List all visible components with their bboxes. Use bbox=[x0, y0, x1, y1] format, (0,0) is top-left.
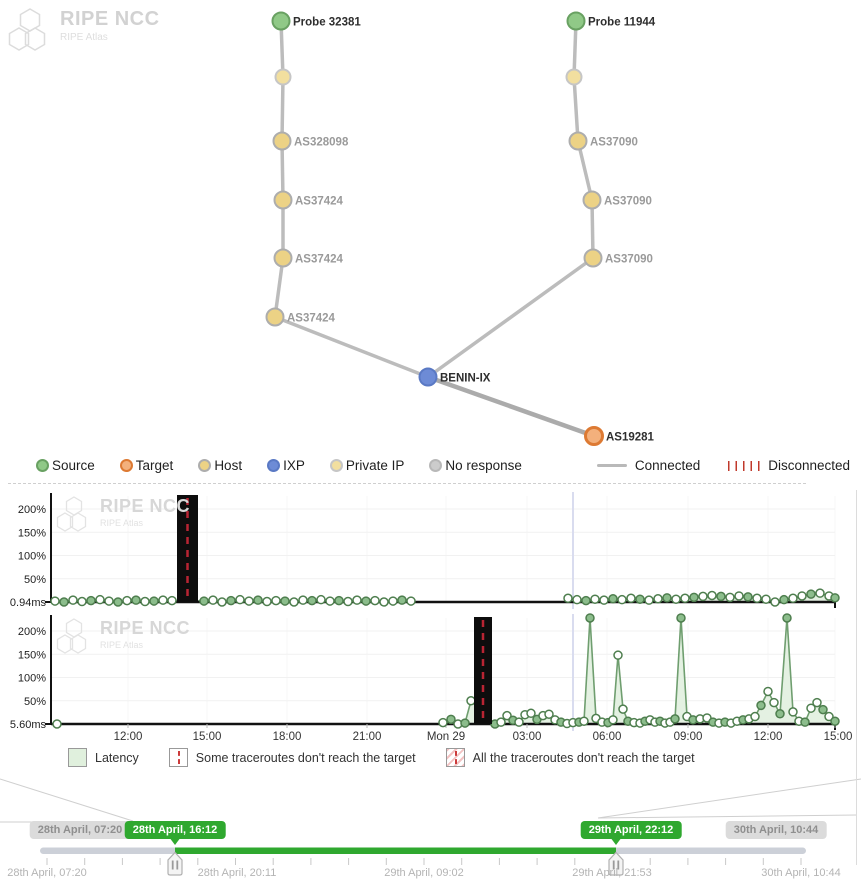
x-tick-label: 15:00 bbox=[823, 731, 853, 743]
graph-node-as37090[interactable] bbox=[584, 192, 601, 209]
x-tick-label: Mon 29 bbox=[426, 731, 466, 743]
data-point[interactable] bbox=[636, 595, 644, 603]
dashed-separator bbox=[8, 483, 806, 484]
selected-time-pill: 29th April, 22:12 bbox=[581, 821, 682, 839]
data-point[interactable] bbox=[654, 595, 662, 603]
y-tick-label: 50% bbox=[23, 695, 46, 708]
graph-node-label: AS37090 bbox=[590, 136, 638, 149]
data-point[interactable] bbox=[263, 598, 271, 606]
node-legend bbox=[36, 458, 861, 473]
graph-node-label: AS37424 bbox=[295, 253, 343, 266]
legend-label: Host bbox=[214, 458, 243, 473]
graph-node-label: AS37090 bbox=[605, 253, 653, 266]
latency-chart-probe-11944[interactable] bbox=[0, 612, 861, 736]
timeline-tick-label: 29th April, 21:53 bbox=[572, 867, 652, 879]
data-point[interactable] bbox=[515, 718, 523, 726]
data-point[interactable] bbox=[380, 598, 388, 606]
legend-label: Connected bbox=[634, 458, 701, 473]
data-point[interactable] bbox=[681, 594, 689, 602]
timeline-tick-label: 29th April, 09:02 bbox=[384, 867, 464, 879]
legend-item-disconnected bbox=[728, 458, 850, 473]
data-point[interactable] bbox=[780, 596, 788, 604]
data-point[interactable] bbox=[326, 597, 334, 605]
graph-node-label: Probe 11944 bbox=[588, 16, 656, 29]
data-point[interactable] bbox=[344, 598, 352, 606]
x-tick-label: 12:00 bbox=[753, 731, 783, 743]
data-point[interactable] bbox=[236, 596, 244, 604]
legend-host-swatch bbox=[198, 459, 211, 472]
data-point[interactable] bbox=[816, 589, 824, 597]
legend-item-target bbox=[120, 458, 174, 473]
graph-node-label: Probe 32381 bbox=[293, 16, 361, 29]
chart-legend-item-all bbox=[446, 748, 695, 767]
data-point[interactable] bbox=[281, 597, 289, 605]
legend-item-ixp bbox=[267, 458, 305, 473]
watermark-name: RIPE NCC bbox=[100, 618, 191, 638]
data-point[interactable] bbox=[564, 594, 572, 602]
data-point[interactable] bbox=[671, 715, 679, 723]
data-point[interactable] bbox=[200, 597, 208, 605]
data-point[interactable] bbox=[614, 651, 622, 659]
timeline-tick-label: 28th April, 20:11 bbox=[197, 867, 277, 879]
range-limit-pill: 30th April, 10:44 bbox=[726, 821, 827, 839]
graph-edge bbox=[574, 77, 578, 141]
timeline-tick-label: 28th April, 07:20 bbox=[7, 867, 87, 879]
latency-chart-probe-32381[interactable] bbox=[0, 490, 861, 614]
data-point[interactable] bbox=[582, 597, 590, 605]
baseline-min-latency-label: 0.94ms bbox=[9, 597, 46, 609]
data-point[interactable] bbox=[353, 596, 361, 604]
data-point[interactable] bbox=[389, 597, 397, 605]
data-point[interactable] bbox=[753, 594, 761, 602]
x-tick-label: 12:00 bbox=[113, 731, 143, 743]
graph-node-label: AS328098 bbox=[294, 136, 349, 149]
data-point[interactable] bbox=[771, 598, 779, 606]
data-point[interactable] bbox=[677, 614, 685, 622]
data-point[interactable] bbox=[78, 598, 86, 606]
watermark-sub: RIPE Atlas bbox=[100, 640, 144, 650]
data-point[interactable] bbox=[672, 595, 680, 603]
data-point[interactable] bbox=[123, 597, 131, 605]
x-tick-label: 09:00 bbox=[673, 731, 703, 743]
legend-label: No response bbox=[445, 458, 522, 473]
data-point[interactable] bbox=[51, 597, 59, 605]
data-point[interactable] bbox=[497, 718, 505, 726]
data-point[interactable] bbox=[209, 596, 217, 604]
data-point[interactable] bbox=[168, 597, 176, 605]
data-point[interactable] bbox=[96, 596, 104, 604]
graph-node-probe-11944[interactable] bbox=[568, 13, 585, 30]
graph-node-private[interactable] bbox=[567, 70, 582, 85]
data-point[interactable] bbox=[770, 699, 778, 707]
chart-legend-label: Latency bbox=[95, 750, 139, 765]
brand-name: RIPE NCC bbox=[60, 8, 160, 30]
chart-legend-label: Some traceroutes don't reach the target bbox=[195, 750, 416, 765]
timeline-axis-labels bbox=[0, 867, 861, 881]
y-tick-label: 150% bbox=[17, 649, 46, 662]
data-point[interactable] bbox=[69, 596, 77, 604]
data-point[interactable] bbox=[141, 598, 149, 606]
graph-node-label: AS37090 bbox=[604, 195, 652, 208]
chart-legend-some-swatch bbox=[169, 748, 188, 767]
legend-item-noresponse bbox=[429, 458, 522, 473]
legend-noresponse-swatch bbox=[429, 459, 442, 472]
data-point[interactable] bbox=[801, 718, 809, 726]
legend-item-connected bbox=[597, 458, 700, 473]
data-point[interactable] bbox=[227, 597, 235, 605]
graph-node-label: AS19281 bbox=[606, 431, 654, 444]
legend-label: Target bbox=[135, 458, 174, 473]
data-point[interactable] bbox=[150, 597, 158, 605]
time-axis bbox=[0, 731, 861, 746]
slider-selected-range[interactable] bbox=[175, 848, 616, 855]
baseline-min-latency-label: 5.60ms bbox=[9, 719, 46, 731]
data-point[interactable] bbox=[619, 705, 627, 713]
data-point[interactable] bbox=[609, 595, 617, 603]
graph-edge bbox=[282, 77, 283, 141]
red-dash-icon bbox=[178, 751, 180, 764]
chart-legend-latency-swatch bbox=[68, 748, 87, 767]
x-tick-label: 15:00 bbox=[192, 731, 222, 743]
pill-pointer-icon bbox=[612, 839, 621, 845]
graph-node-label: AS37424 bbox=[287, 312, 335, 325]
y-tick-label: 200% bbox=[17, 504, 46, 516]
chart-legend-item-latency bbox=[68, 748, 139, 767]
data-point[interactable] bbox=[789, 594, 797, 602]
graph-node-as37090[interactable] bbox=[585, 250, 602, 267]
data-point[interactable] bbox=[757, 701, 765, 709]
data-point[interactable] bbox=[132, 596, 140, 604]
data-point[interactable] bbox=[699, 592, 707, 600]
data-point[interactable] bbox=[807, 590, 815, 598]
graph-node-label: AS37424 bbox=[295, 195, 343, 208]
data-point[interactable] bbox=[735, 592, 743, 600]
data-point[interactable] bbox=[114, 598, 122, 606]
data-point[interactable] bbox=[580, 717, 588, 725]
graph-node-benin-ix[interactable] bbox=[420, 369, 437, 386]
data-point[interactable] bbox=[290, 598, 298, 606]
data-point[interactable] bbox=[609, 716, 617, 724]
data-point[interactable] bbox=[744, 593, 752, 601]
data-point[interactable] bbox=[831, 594, 839, 602]
data-point[interactable] bbox=[272, 597, 280, 605]
y-tick-label: 150% bbox=[17, 527, 46, 540]
legend-item-host bbox=[198, 458, 242, 473]
legend-item-source bbox=[36, 458, 95, 473]
data-point[interactable] bbox=[586, 614, 594, 622]
brand-sub: RIPE Atlas bbox=[60, 32, 108, 43]
data-point[interactable] bbox=[398, 596, 406, 604]
data-point[interactable] bbox=[708, 591, 716, 599]
chart-legend-label: All the traceroutes don't reach the target bbox=[472, 750, 695, 765]
selected-time-pill: 28th April, 16:12 bbox=[125, 821, 226, 839]
data-point[interactable] bbox=[618, 596, 626, 604]
x-tick-label: 06:00 bbox=[592, 731, 622, 743]
legend-target-swatch bbox=[120, 459, 133, 472]
data-point[interactable] bbox=[317, 596, 325, 604]
data-point[interactable] bbox=[159, 596, 167, 604]
graph-node-as37424[interactable] bbox=[275, 192, 292, 209]
panel-right-border bbox=[856, 490, 857, 865]
chart-legend-item-some bbox=[169, 748, 416, 767]
chart-legend-all-swatch bbox=[446, 748, 465, 767]
data-point[interactable] bbox=[819, 706, 827, 714]
pill-pointer-icon bbox=[171, 839, 180, 845]
data-point[interactable] bbox=[573, 596, 581, 604]
legend-disconnected-swatch bbox=[728, 461, 762, 471]
data-point[interactable] bbox=[751, 713, 759, 721]
chart-legend bbox=[68, 748, 725, 767]
range-limit-pill: 28th April, 07:20 bbox=[30, 821, 131, 839]
data-point[interactable] bbox=[726, 593, 734, 601]
graph-node-as37424[interactable] bbox=[275, 250, 292, 267]
data-point[interactable] bbox=[254, 596, 262, 604]
data-point[interactable] bbox=[53, 720, 61, 728]
data-point[interactable] bbox=[467, 697, 475, 705]
legend-item-private bbox=[330, 458, 405, 473]
legend-private-swatch bbox=[330, 459, 343, 472]
data-point[interactable] bbox=[407, 597, 415, 605]
legend-label: Source bbox=[52, 458, 95, 473]
graph-node-as37424[interactable] bbox=[267, 309, 284, 326]
data-point[interactable] bbox=[362, 597, 370, 605]
y-tick-label: 100% bbox=[17, 550, 46, 563]
red-dash-icon bbox=[455, 751, 457, 764]
data-point[interactable] bbox=[627, 594, 635, 602]
data-point[interactable] bbox=[663, 594, 671, 602]
data-point[interactable] bbox=[218, 598, 226, 606]
legend-label: Disconnected bbox=[768, 458, 851, 473]
data-point[interactable] bbox=[371, 597, 379, 605]
legend-ixp-swatch bbox=[267, 459, 280, 472]
graph-node-as328098[interactable] bbox=[274, 133, 291, 150]
y-tick-label: 50% bbox=[23, 573, 46, 586]
timeline-tick-label: 30th April, 10:44 bbox=[761, 867, 841, 879]
legend-label: IXP bbox=[283, 458, 305, 473]
legend-source-swatch bbox=[36, 459, 49, 472]
data-point[interactable] bbox=[308, 597, 316, 605]
graph-edge bbox=[428, 377, 594, 436]
x-tick-label: 03:00 bbox=[512, 731, 542, 743]
data-point[interactable] bbox=[798, 592, 806, 600]
data-point[interactable] bbox=[600, 596, 608, 604]
data-point[interactable] bbox=[717, 592, 725, 600]
data-point[interactable] bbox=[87, 597, 95, 605]
data-point[interactable] bbox=[690, 593, 698, 601]
data-point[interactable] bbox=[60, 598, 68, 606]
graph-node-label: BENIN-IX bbox=[440, 372, 491, 385]
data-point[interactable] bbox=[764, 687, 772, 695]
data-point[interactable] bbox=[105, 597, 113, 605]
graph-node-as37090[interactable] bbox=[570, 133, 587, 150]
legend-label: Private IP bbox=[345, 458, 405, 473]
data-point[interactable] bbox=[645, 596, 653, 604]
graph-edge bbox=[428, 258, 593, 377]
data-point[interactable] bbox=[831, 717, 839, 725]
data-point[interactable] bbox=[299, 596, 307, 604]
data-point[interactable] bbox=[762, 595, 770, 603]
watermark-sub: RIPE Atlas bbox=[100, 518, 144, 528]
y-tick-label: 100% bbox=[17, 672, 46, 685]
data-point[interactable] bbox=[776, 710, 784, 718]
graph-node-as19281[interactable] bbox=[586, 428, 603, 445]
data-point[interactable] bbox=[245, 597, 253, 605]
data-point[interactable] bbox=[591, 595, 599, 603]
y-tick-label: 200% bbox=[17, 626, 46, 638]
data-point[interactable] bbox=[461, 719, 469, 727]
graph-edge bbox=[275, 317, 428, 377]
link-legend bbox=[597, 458, 861, 473]
x-tick-label: 21:00 bbox=[352, 731, 382, 743]
data-point[interactable] bbox=[789, 708, 797, 716]
data-point[interactable] bbox=[813, 699, 821, 707]
data-point[interactable] bbox=[439, 719, 447, 727]
legend-connected-swatch bbox=[597, 464, 627, 468]
data-point[interactable] bbox=[783, 614, 791, 622]
data-point[interactable] bbox=[335, 597, 343, 605]
x-tick-label: 18:00 bbox=[272, 731, 302, 743]
graph-node-probe-32381[interactable] bbox=[273, 13, 290, 30]
graph-node-private[interactable] bbox=[276, 70, 291, 85]
watermark-name: RIPE NCC bbox=[100, 496, 191, 516]
